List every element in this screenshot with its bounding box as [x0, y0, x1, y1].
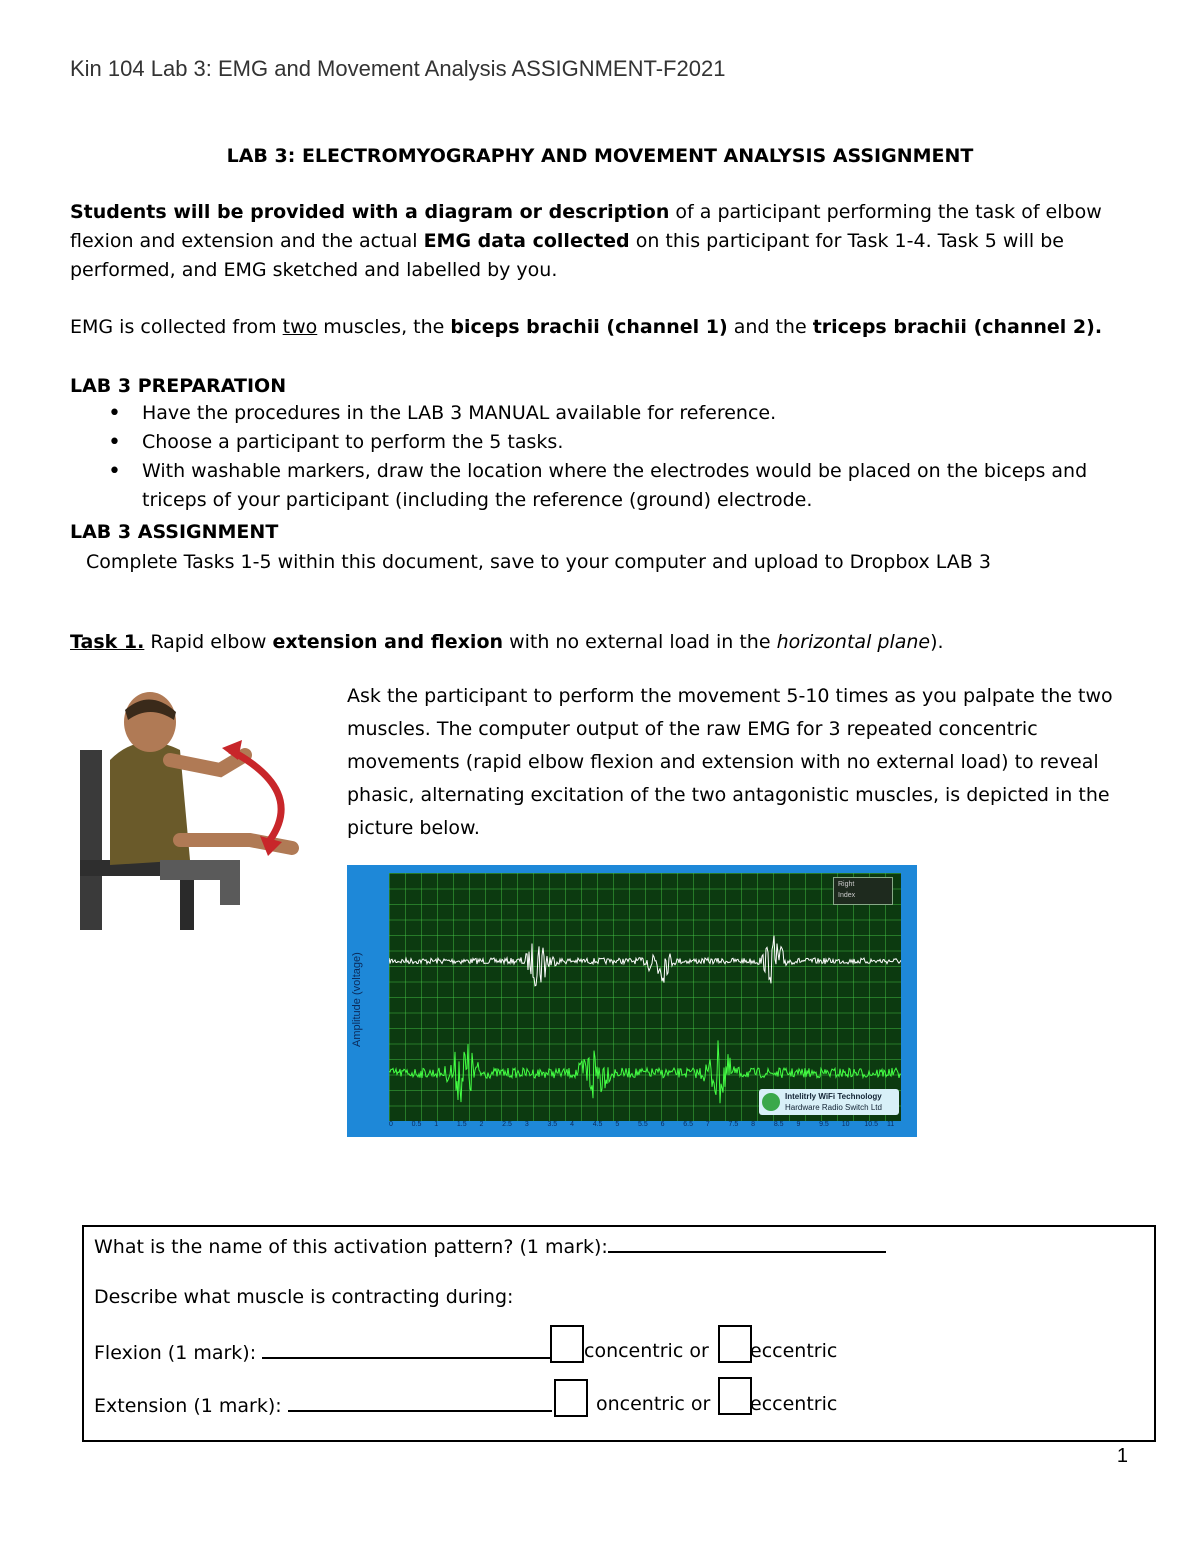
seated-person-icon	[70, 690, 310, 930]
preparation-heading: LAB 3 PREPARATION	[70, 375, 287, 397]
page-number: 1	[1116, 1445, 1128, 1467]
x-tick-label: 8.5	[773, 1121, 784, 1128]
x-tick-label: 1	[434, 1121, 439, 1128]
x-tick-label: 11	[887, 1121, 895, 1128]
emg-traces	[389, 873, 901, 1121]
question-2: Describe what muscle is contracting during:	[94, 1286, 514, 1308]
assignment-text: Complete Tasks 1-5 within this document, save to your computer and upload to Dropbox LAB 3	[86, 551, 991, 573]
question-extension: Extension (1 mark):	[94, 1390, 552, 1421]
intro-paragraph: Students will be provided with a diagram or description of a participant performing the task of elbow flexion and extension and the actual EMG data collected on this participant for Task 1-4. Task 5 will be performed, and EMG sketched and labelled by you.	[70, 201, 1102, 281]
extension-concentric-checkbox[interactable]	[554, 1379, 588, 1417]
answer-blank[interactable]	[608, 1231, 886, 1253]
preparation-list	[70, 399, 1120, 515]
chart-legend	[833, 877, 893, 905]
extension-answer-blank[interactable]	[288, 1390, 552, 1412]
emg-chart	[347, 865, 917, 1137]
extension-eccentric-label: eccentric	[750, 1393, 838, 1415]
x-tick-label: 9	[796, 1121, 801, 1128]
extension-eccentric-checkbox[interactable]	[718, 1377, 752, 1415]
x-tick-label: 4.5	[592, 1121, 603, 1128]
x-tick-label: 7.5	[728, 1121, 739, 1128]
participant-illustration	[70, 690, 310, 930]
x-tick-label: 7	[705, 1121, 710, 1128]
page-header: Kin 104 Lab 3: EMG and Movement Analysis ASSIGNMENT-F2021	[70, 56, 726, 81]
channel-1-trace	[389, 936, 901, 986]
y-axis-label: Amplitude (voltage)	[351, 952, 363, 1048]
x-tick-label: 6	[660, 1121, 665, 1128]
list-item: • Choose a participant to perform the 5 tasks.	[70, 428, 1120, 457]
question-1: What is the name of this activation pattern? (1 mark):	[94, 1231, 886, 1262]
emg-channels-paragraph: EMG is collected from two muscles, the biceps brachii (channel 1) and the triceps brachii (channel 2).	[70, 316, 1103, 338]
x-tick-label: 10.5	[864, 1121, 878, 1128]
question-flexion: Flexion (1 mark):	[94, 1337, 550, 1368]
emg-plot-area	[389, 873, 901, 1121]
task1-heading: Task 1. Rapid elbow extension and flexion with no external load in the horizontal plane).	[70, 631, 944, 653]
flexion-eccentric-label: eccentric	[750, 1340, 838, 1362]
x-tick-label: 0.5	[411, 1121, 422, 1128]
x-tick-label: 5	[615, 1121, 620, 1128]
x-tick-label: 2.5	[502, 1121, 512, 1128]
brand-badge: Intelitrly WiFi Technology Hardware Radio Switch Ltd	[759, 1089, 899, 1115]
question-box	[82, 1225, 1156, 1442]
x-tick-label: 8	[751, 1121, 756, 1128]
legend-item: Index	[838, 892, 856, 899]
globe-icon	[762, 1093, 780, 1111]
x-tick-label: 10	[841, 1121, 850, 1128]
x-tick-label: 3.5	[547, 1121, 558, 1128]
document-title: LAB 3: ELECTROMYOGRAPHY AND MOVEMENT ANALYSIS ASSIGNMENT	[226, 145, 974, 167]
list-item: • Have the procedures in the LAB 3 MANUAL available for reference.	[70, 399, 1120, 428]
assignment-heading: LAB 3 ASSIGNMENT	[70, 521, 279, 543]
extension-concentric-label: oncentric or	[596, 1393, 711, 1415]
task1-description: Ask the participant to perform the movement 5-10 times as you palpate the two muscles. The computer output of the raw EMG for 3 repeated concentric movements (rapid elbow flexion and extension with no external load) to reveal phasic, alternating excitation of the two antagonistic muscles, is depicted in the picture below.	[347, 685, 1113, 839]
x-tick-label: 2	[479, 1121, 484, 1128]
flexion-eccentric-checkbox[interactable]	[718, 1325, 752, 1363]
x-tick-label: 9.5	[819, 1121, 829, 1128]
x-tick-label: 3	[524, 1121, 529, 1128]
list-item: • With washable markers, draw the location where the electrodes would be placed on the biceps and triceps of your participant (including the reference (ground) electrode.	[70, 457, 1120, 515]
flexion-answer-blank[interactable]	[262, 1337, 550, 1359]
x-tick-label: 1.5	[456, 1121, 467, 1128]
x-tick-label: 5.5	[638, 1121, 648, 1128]
flexion-concentric-checkbox[interactable]	[550, 1325, 584, 1363]
flexion-concentric-label: concentric or	[584, 1340, 709, 1362]
x-tick-label: 0	[389, 1121, 393, 1128]
legend-item: Right	[838, 881, 855, 888]
x-axis-ticks	[389, 1121, 901, 1133]
x-tick-label: 6.5	[683, 1121, 693, 1128]
x-tick-label: 4	[570, 1121, 574, 1128]
